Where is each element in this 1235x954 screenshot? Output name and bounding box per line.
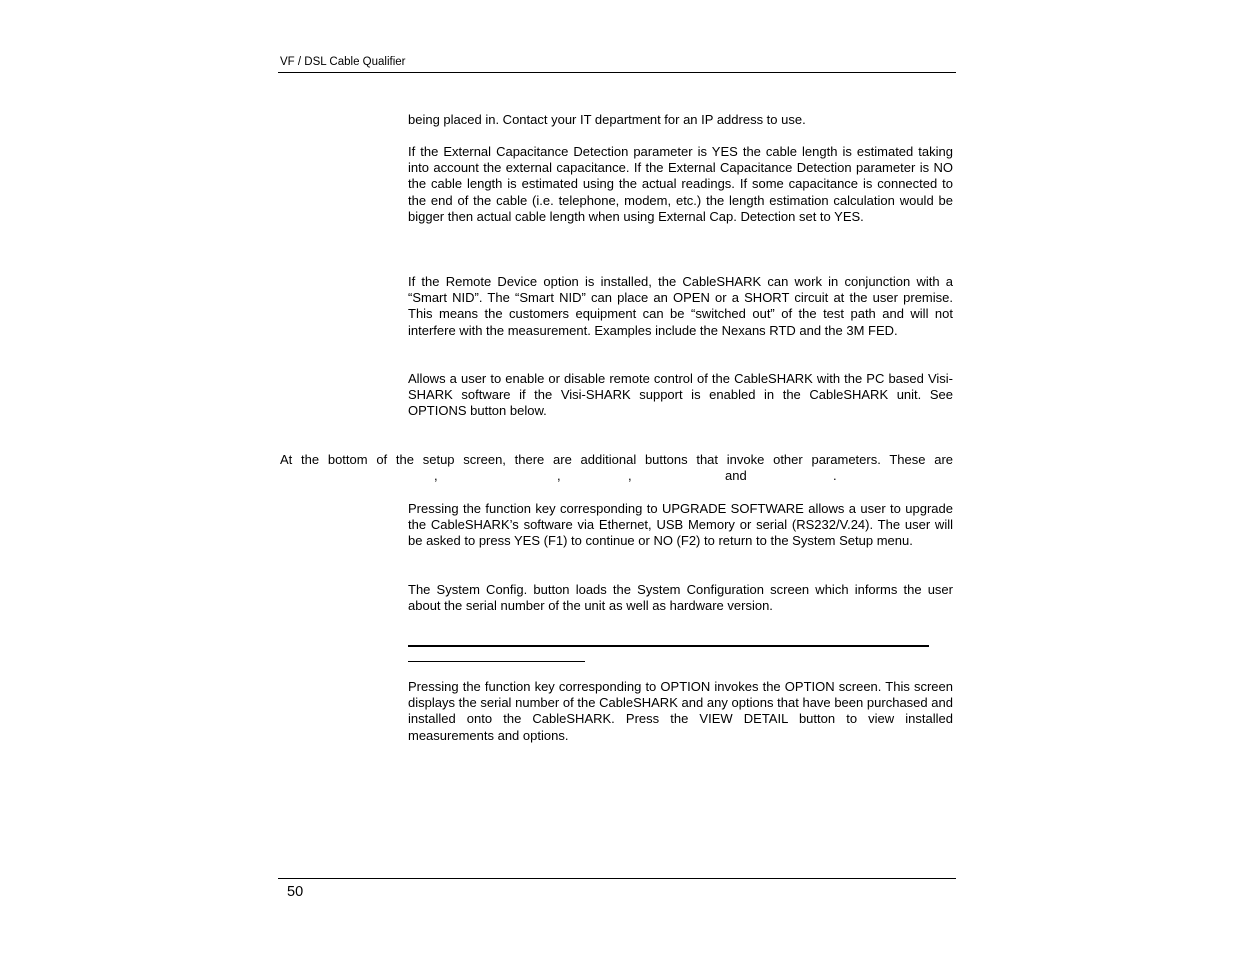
underline-rule-short bbox=[408, 661, 585, 662]
external-capacitance-paragraph: If the External Capacitance Detection parameter is YES the cable length is estimated taking into account the external capacitance. If the External Capacitance Detection parameter is NO the cable length is estimated using the actual readings. If some capacitance is connected to the end of the cable (i.e. telephone, modem, etc.) the length estimation calculation would be bigger then actual cable length when using External Cap. Detection set to YES. bbox=[408, 144, 953, 224]
ip-address-paragraph: being placed in. Contact your IT department for an IP address to use. bbox=[408, 112, 806, 127]
header-title: VF / DSL Cable Qualifier bbox=[280, 56, 406, 68]
remote-control-paragraph: Allows a user to enable or disable remote control of the CableSHARK with the PC based Visi-SHARK software if the Visi-SHARK support is enabled in the CableSHARK unit. See OPTIONS button below. bbox=[408, 371, 953, 419]
underline-rule-long bbox=[408, 645, 929, 647]
list-comma-3: , bbox=[628, 468, 632, 483]
page-number: 50 bbox=[287, 884, 304, 900]
system-config-paragraph: The System Config. button loads the System Configuration screen which informs the user about the serial number of the unit as well as hardware version. bbox=[408, 582, 953, 614]
setup-buttons-list-line bbox=[0, 468, 1235, 485]
upgrade-software-paragraph: Pressing the function key corresponding to UPGRADE SOFTWARE allows a user to upgrade the CableSHARK’s software via Ethernet, USB Memory or serial (RS232/V.24). The user will be asked to press YES (F1) to continue or NO (F2) to return to the System Setup menu. bbox=[408, 501, 953, 549]
setup-buttons-paragraph: At the bottom of the setup screen, there are additional buttons that invoke other parameters. These are bbox=[280, 452, 953, 467]
header-rule bbox=[278, 72, 956, 73]
remote-device-paragraph: If the Remote Device option is installed, the CableSHARK can work in conjunction with a “Smart NID”. The “Smart NID” can place an OPEN or a SHORT circuit at the user premise. This means the customers equipment can be “switched out” of the test path and will not interfere with the measurement. Examples include the Nexans RTD and the 3M FED. bbox=[408, 274, 953, 338]
list-comma-2: , bbox=[557, 468, 561, 483]
option-screen-paragraph: Pressing the function key corresponding to OPTION invokes the OPTION screen. This screen displays the serial number of the CableSHARK and any options that have been purchased and installed onto the CableSHARK. Press the VIEW DETAIL button to view installed measurements and options. bbox=[408, 679, 953, 743]
list-and-word: and bbox=[725, 468, 747, 483]
list-period: . bbox=[833, 468, 837, 483]
list-comma-1: , bbox=[434, 468, 438, 483]
footer-rule bbox=[278, 878, 956, 879]
